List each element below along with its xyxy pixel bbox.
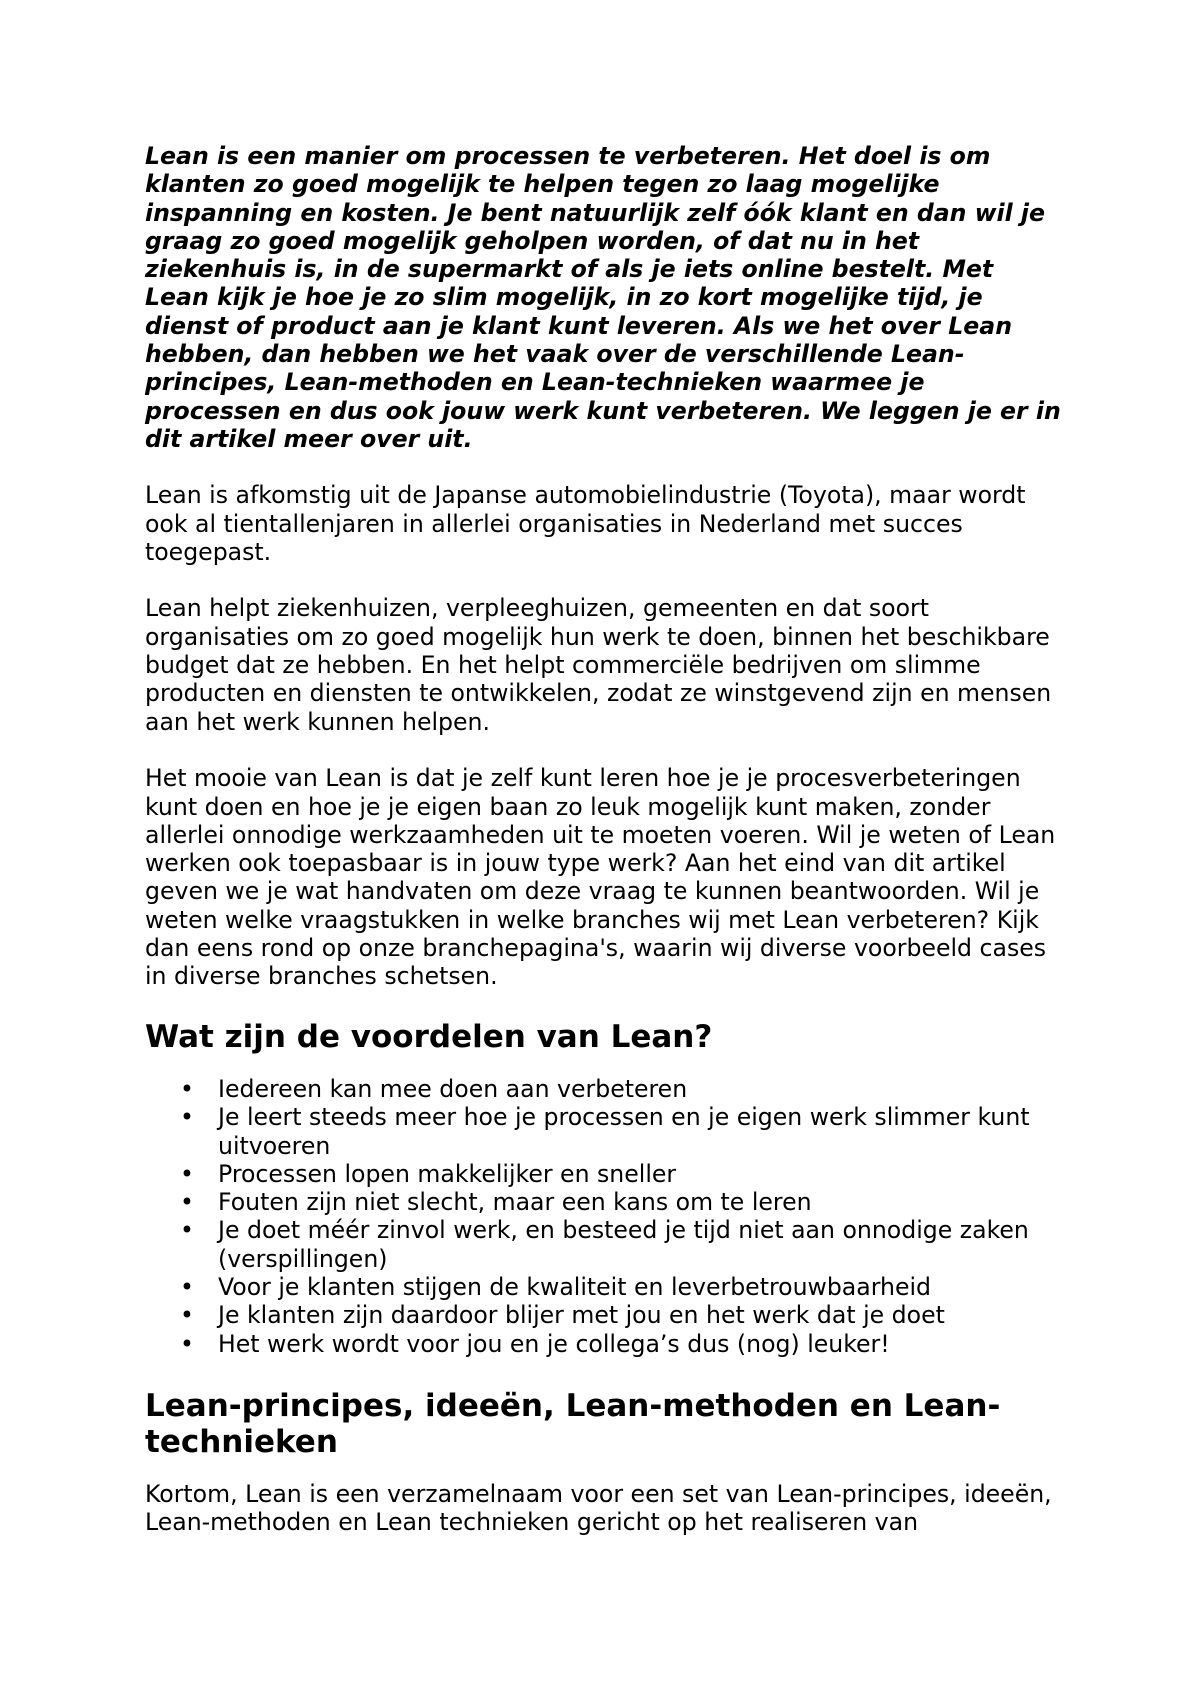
benefits-list xyxy=(145,1075,1065,1358)
bullet-icon: • xyxy=(180,1159,194,1188)
list-item xyxy=(180,1216,1065,1273)
list-item-text: Processen lopen makkelijker en sneller xyxy=(218,1159,677,1188)
list-item xyxy=(180,1103,1065,1160)
benefit-intro-paragraph: Het mooie van Lean is dat je zelf kunt leren hoe je je procesverbeteringen kunt doen en hoe je je eigen baan zo leuk mogelijk kunt maken, zonder allerlei onnodige werkzaamheden uit te moeten voeren. Wil je weten of Lean werken ook toepasbaar is in jouw type werk? Aan het eind van dit artikel geven we je wat handvaten om deze vraag te kunnen beantwoorden. Wil je weten welke vraagstukken in welke branches wij met Lean verbeteren? Kijk dan eens rond op onze branchepagina's, waarin wij diverse voorbeeld cases in diverse branches schetsen. xyxy=(145,764,1056,991)
list-item xyxy=(180,1188,1065,1217)
list-item xyxy=(180,1301,1065,1330)
bullet-icon: • xyxy=(180,1272,194,1301)
principles-heading: Lean-principes, ideeën, Lean-methoden en Lean-technieken xyxy=(145,1387,1001,1460)
list-item xyxy=(180,1074,1065,1103)
bullet-icon: • xyxy=(180,1074,194,1103)
bullet-icon: • xyxy=(180,1103,194,1132)
benefits-heading: Wat zijn de voordelen van Lean? xyxy=(145,1018,713,1055)
list-item xyxy=(180,1329,1065,1358)
origin-paragraph: Lean is afkomstig uit de Japanse automobielindustrie (Toyota), maar wordt ook al tientallenjaren in allerlei organisaties in Nederland met succes toegepast. xyxy=(145,481,1026,566)
intro-paragraph: Lean is een manier om processen te verbeteren. Het doel is om klanten zo goed mogelijk te helpen tegen zo laag mogelijke inspanning en kosten. Je bent natuurlijk zelf óók klant en dan wil je graag zo goed mogelijk geholpen worden, of dat nu in het ziekenhuis is, in de supermarkt of als je iets online bestelt. Met Lean kijk je hoe je zo slim mogelijk, in zo kort mogelijke tijd, je dienst of product aan je klant kunt leveren. Als we het over Lean hebben, dan hebben we het vaak over de verschillende Lean-principes, Lean-methoden en Lean-technieken waarmee je processen en dus ook jouw werk kunt verbeteren. We leggen je er in dit artikel meer over uit. xyxy=(145,142,1061,453)
list-item-text: Voor je klanten stijgen de kwaliteit en leverbetrouwbaarheid xyxy=(218,1272,931,1301)
document-page xyxy=(145,142,1065,1536)
list-item-text: Je klanten zijn daardoor blijer met jou en het werk dat je doet xyxy=(218,1301,945,1330)
list-item-text: Iedereen kan mee doen aan verbeteren xyxy=(218,1074,688,1103)
list-item-text: Fouten zijn niet slecht, maar een kans om te leren xyxy=(218,1188,812,1217)
usage-paragraph: Lean helpt ziekenhuizen, verpleeghuizen, gemeenten en dat soort organisaties om zo goed mogelijk hun werk te doen, binnen het beschikbare budget dat ze hebben. En het helpt commerciële bedrijven om slimme producten en diensten te ontwikkelen, zodat ze winstgevend zijn en mensen aan het werk kunnen helpen. xyxy=(145,594,1052,736)
list-item xyxy=(180,1159,1065,1188)
list-item-text: Je leert steeds meer hoe je processen en je eigen werk slimmer kunt uitvoeren xyxy=(218,1103,1030,1160)
list-item-text: Het werk wordt voor jou en je collega’s dus (nog) leuker! xyxy=(218,1329,890,1358)
bullet-icon: • xyxy=(180,1188,194,1217)
bullet-icon: • xyxy=(180,1301,194,1330)
bullet-icon: • xyxy=(180,1216,194,1245)
list-item xyxy=(180,1272,1065,1301)
summary-paragraph: Kortom, Lean is een verzamelnaam voor een set van Lean-principes, ideeën, Lean-methoden en Lean technieken gericht op het realiseren van xyxy=(145,1479,1052,1537)
list-item-text: Je doet méér zinvol werk, en besteed je tijd niet aan onnodige zaken (verspillingen) xyxy=(218,1216,1029,1273)
bullet-icon: • xyxy=(180,1329,194,1358)
